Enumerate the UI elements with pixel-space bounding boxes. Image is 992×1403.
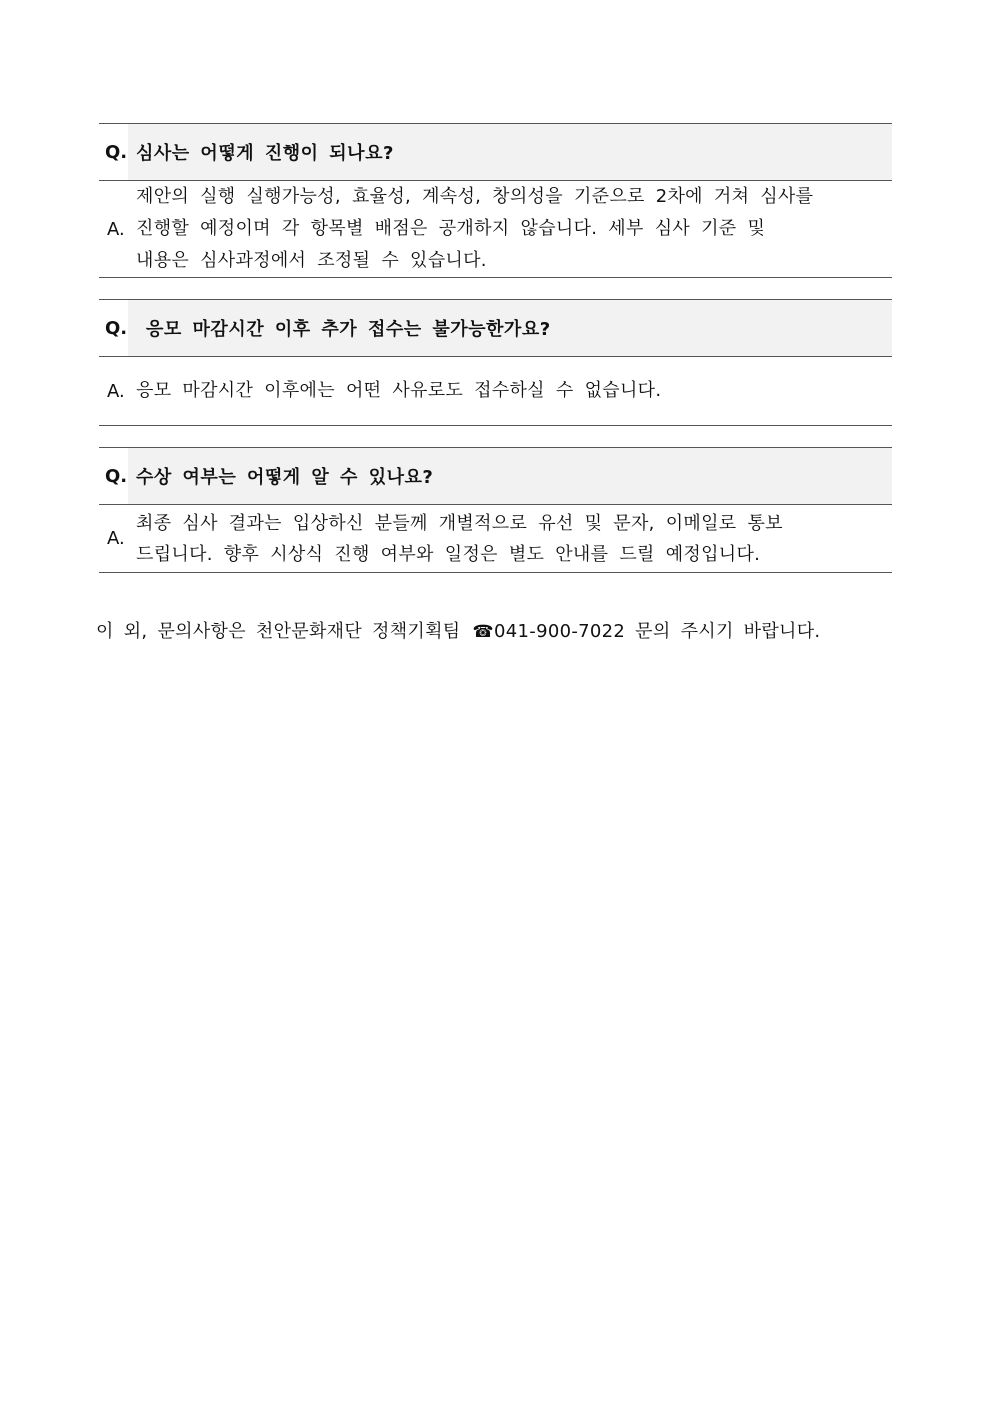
answer-row — [99, 357, 892, 425]
contact-phone: 041-900-7022 — [494, 621, 626, 642]
question-text: 수상 여부는 어떻게 알 수 있나요? — [128, 448, 892, 504]
faq-item — [99, 123, 892, 278]
answer-row — [99, 181, 892, 277]
question-row — [99, 448, 892, 505]
faq-item — [99, 447, 892, 573]
faq-item — [99, 299, 892, 426]
answer-marker: A. — [107, 380, 125, 402]
answer-line: 내용은 심사과정에서 조정될 수 있습니다. — [136, 250, 487, 271]
question-text: 심사는 어떻게 진행이 되나요? — [128, 124, 892, 180]
answer-text — [128, 505, 892, 572]
contact-note-suffix: 문의 주시기 바랍니다. — [635, 621, 821, 642]
question-row — [99, 124, 892, 181]
answer-line: 제안의 실행 실행가능성, 효율성, 계속성, 창의성을 기준으로 2차에 거쳐 심사를 — [136, 186, 814, 207]
answer-line: 드립니다. 향후 시상식 진행 여부와 일정은 별도 안내를 드릴 예정입니다. — [136, 543, 761, 565]
answer-row — [99, 505, 892, 572]
question-marker: Q. — [105, 141, 128, 163]
telephone-icon: ☎ — [472, 622, 495, 642]
question-text: 응모 마감시간 이후 추가 접수는 불가능한가요? — [128, 300, 892, 356]
answer-line: 응모 마감시간 이후에는 어떤 사유로도 접수하실 수 없습니다. — [136, 380, 662, 401]
answer-marker: A. — [107, 218, 125, 240]
answer-text — [128, 181, 892, 277]
contact-note-prefix: 이 외, 문의사항은 천안문화재단 정책기획팀 — [96, 621, 461, 642]
question-marker: Q. — [105, 465, 128, 487]
answer-line: 진행할 예정이며 각 항목별 배점은 공개하지 않습니다. 세부 심사 기준 및 — [136, 218, 766, 239]
contact-note — [96, 617, 820, 643]
question-marker: Q. — [105, 317, 128, 339]
answer-line: 최종 심사 결과는 입상하신 분들께 개별적으로 유선 및 문자, 이메일로 통보 — [136, 512, 783, 534]
answer-marker: A. — [107, 528, 125, 549]
question-row — [99, 300, 892, 357]
answer-text — [128, 357, 892, 425]
